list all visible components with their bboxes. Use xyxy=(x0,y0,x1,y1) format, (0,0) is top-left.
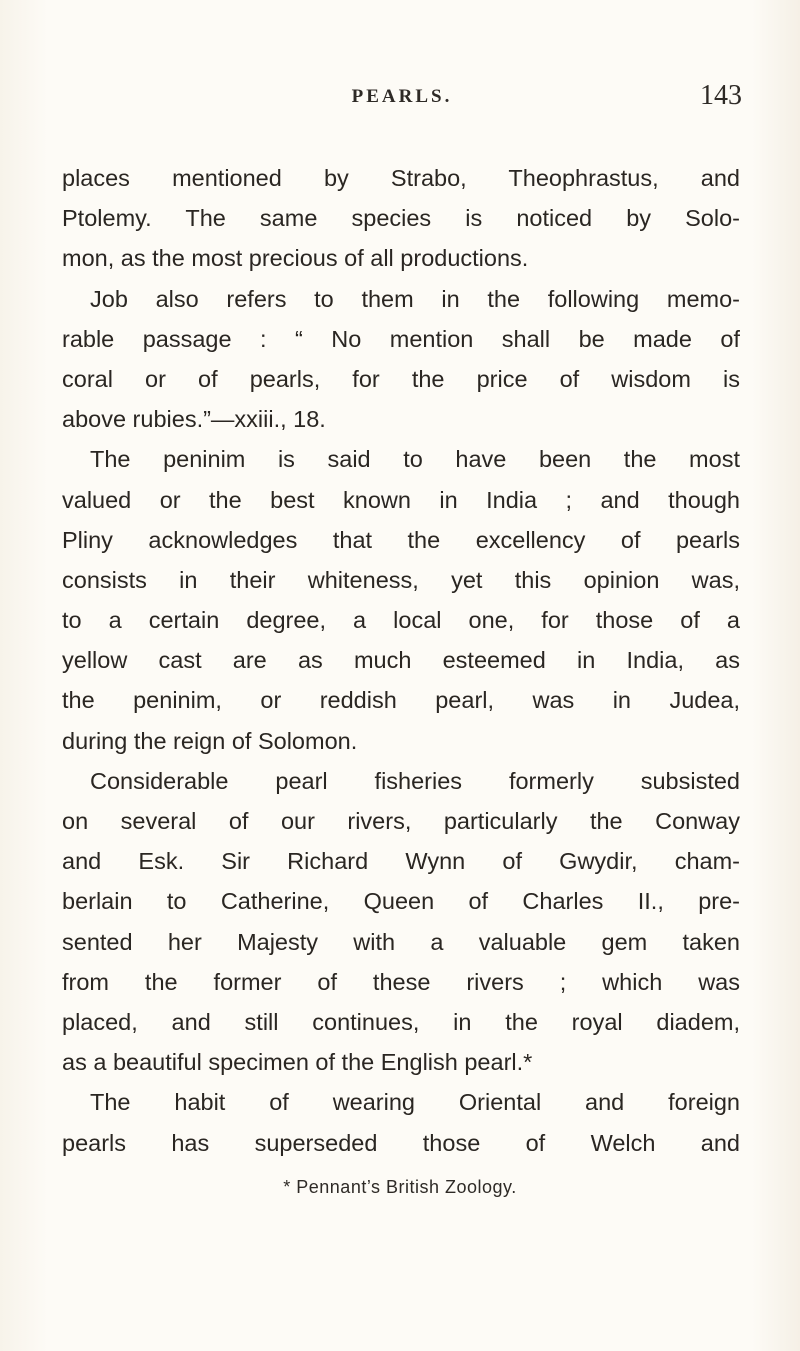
text-line: rable passage : “ No mention shall be made of xyxy=(62,325,740,352)
text-line: the peninim, or reddish pearl, was in Judea, xyxy=(62,687,740,714)
text-line: berlain to Catherine, Queen of Charles II., pre- xyxy=(62,888,740,915)
text-line: from the former of these rivers ; which was xyxy=(62,968,740,995)
text-line: Pliny acknowledges that the excellency of pearls xyxy=(62,526,740,553)
running-head xyxy=(62,80,742,116)
text-line: coral or of pearls, for the price of wisdom is xyxy=(62,365,740,392)
text-line: placed, and still continues, in the royal diadem, xyxy=(62,1008,740,1035)
text-line: consists in their whiteness, yet this opinion was, xyxy=(62,566,740,593)
footnote: * Pennant’s British Zoology. xyxy=(283,1177,517,1197)
text-line: pearls has superseded those of Welch and xyxy=(62,1129,740,1156)
text-line: Considerable pearl fisheries formerly subsisted xyxy=(90,767,740,794)
text-line: above rubies.”—xxiii., 18. xyxy=(62,406,326,433)
text-line: places mentioned by Strabo, Theophrastus, and xyxy=(62,165,740,191)
text-line: yellow cast are as much esteemed in India, as xyxy=(62,647,740,674)
text-line: on several of our rivers, particularly the Conway xyxy=(62,808,740,834)
body-text xyxy=(62,158,740,1163)
text-line: to a certain degree, a local one, for those of a xyxy=(62,607,740,634)
page-number: 143 xyxy=(700,80,742,111)
text-line: and Esk. Sir Richard Wynn of Gwydir, cham- xyxy=(62,848,740,875)
text-line: during the reign of Solomon. xyxy=(62,727,358,754)
text-line: mon, as the most precious of all productions. xyxy=(62,245,529,272)
text-line: as a beautiful specimen of the English pearl.* xyxy=(62,1049,533,1076)
running-title: PEARLS. xyxy=(351,86,453,107)
text-line: The habit of wearing Oriental and foreign xyxy=(90,1089,740,1116)
text-line: Ptolemy. The same species is noticed by Solo- xyxy=(62,205,740,232)
text-line: sented her Majesty with a valuable gem taken xyxy=(62,928,740,955)
text-line: Job also refers to them in the following memo- xyxy=(90,285,740,312)
text-line: The peninim is said to have been the most xyxy=(90,446,740,473)
text-line: valued or the best known in India ; and though xyxy=(62,486,740,513)
